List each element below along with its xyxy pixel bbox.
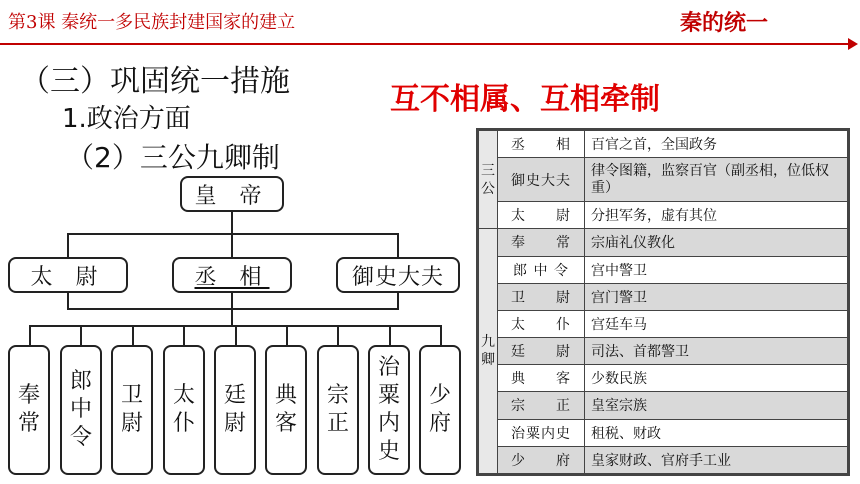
section-title: （三）巩固统一措施 <box>20 64 290 99</box>
office-name: 少 府 <box>498 446 585 473</box>
office-name: 卫 尉 <box>498 283 585 310</box>
dianke-label: 典客 <box>275 383 298 436</box>
office-duty: 少数民族 <box>585 365 848 392</box>
taipu-label: 太仆 <box>173 383 196 436</box>
lesson-title: 第3课 秦统一多民族封建国家的建立 <box>8 12 296 33</box>
group-label-text: 九卿 <box>481 334 495 369</box>
connector <box>397 233 399 257</box>
weiwei-label: 卫尉 <box>121 383 144 436</box>
langzhongling-node <box>60 345 102 475</box>
taiwei-label: 太 尉 <box>30 264 106 290</box>
arrow-right-icon <box>848 38 858 50</box>
offices-table-container <box>476 128 850 476</box>
zhisuneishi-node <box>368 345 410 475</box>
item-title: （2）三公九卿制 <box>66 141 280 174</box>
zongzheng-node <box>317 345 359 475</box>
connector <box>286 325 288 345</box>
connector <box>80 325 82 345</box>
office-name: 廷 尉 <box>498 338 585 365</box>
chengxiang-node <box>172 257 292 293</box>
fengchang-label: 奉常 <box>18 383 41 436</box>
connector <box>183 325 185 345</box>
office-duty: 皇室宗族 <box>585 392 848 419</box>
office-duty: 分担军务，虚有其位 <box>585 202 848 229</box>
zhisuneishi-label: 治粟内史 <box>378 355 401 464</box>
connector <box>67 308 399 310</box>
shaofu-label: 少府 <box>429 383 452 436</box>
shaofu-node <box>419 345 461 475</box>
connector <box>132 325 134 345</box>
office-name: 丞 相 <box>498 131 585 158</box>
table-row <box>479 158 848 202</box>
office-name: 治粟内史 <box>498 419 585 446</box>
table-row <box>479 446 848 473</box>
table-row <box>479 283 848 310</box>
connector <box>67 233 399 235</box>
emperor-node <box>180 176 284 212</box>
connector <box>231 233 233 257</box>
office-duty: 律令图籍，监察百官（副丞相，位低权重） <box>585 158 848 202</box>
connector <box>29 325 31 345</box>
chengxiang-label: 丞 相 <box>194 264 270 290</box>
group-label-sangong <box>479 131 498 229</box>
connector <box>231 293 233 309</box>
connector <box>231 308 233 326</box>
office-duty: 司法、首都警卫 <box>585 338 848 365</box>
office-duty: 租税、财政 <box>585 419 848 446</box>
office-name: 太 尉 <box>498 202 585 229</box>
table-row <box>479 229 848 256</box>
table-row <box>479 419 848 446</box>
dianke-node <box>265 345 307 475</box>
office-duty: 百官之首，全国政务 <box>585 131 848 158</box>
table-row <box>479 131 848 158</box>
connector <box>67 293 69 309</box>
table-row <box>479 310 848 337</box>
connector <box>67 233 69 257</box>
taipu-node <box>163 345 205 475</box>
tingwei-node <box>214 345 256 475</box>
office-duty: 宫中警卫 <box>585 256 848 283</box>
table-row <box>479 256 848 283</box>
langzhongling-label: 郎中令 <box>70 369 93 450</box>
highlight-text: 互不相属、互相牵制 <box>390 82 660 117</box>
table-row <box>479 338 848 365</box>
office-name: 太 仆 <box>498 310 585 337</box>
group-label-text: 三公 <box>481 162 495 197</box>
header-divider <box>0 43 852 45</box>
subsection-title: 1.政治方面 <box>62 104 191 134</box>
taiwei-node <box>8 257 128 293</box>
connector <box>337 325 339 345</box>
yushidafu-label: 御史大夫 <box>351 264 444 290</box>
office-name: 典 客 <box>498 365 585 392</box>
office-duty: 宫廷车马 <box>585 310 848 337</box>
office-duty: 宫门警卫 <box>585 283 848 310</box>
connector <box>235 325 237 345</box>
weiwei-node <box>111 345 153 475</box>
office-name: 御史大夫 <box>498 158 585 202</box>
office-name: 奉 常 <box>498 229 585 256</box>
tingwei-label: 廷尉 <box>224 383 247 436</box>
table-row <box>479 365 848 392</box>
yushidafu-node <box>336 257 460 293</box>
table-row <box>479 202 848 229</box>
connector <box>231 212 233 234</box>
fengchang-node <box>8 345 50 475</box>
offices-table <box>478 130 848 474</box>
emperor-label: 皇 帝 <box>194 183 270 209</box>
office-name: 郎 中 令 <box>498 256 585 283</box>
table-row <box>479 392 848 419</box>
connector <box>389 325 391 345</box>
office-duty: 宗庙礼仪教化 <box>585 229 848 256</box>
group-label-jiuqing <box>479 229 498 474</box>
topic-title: 秦的统一 <box>680 10 769 36</box>
office-duty: 皇家财政、官府手工业 <box>585 446 848 473</box>
connector <box>397 293 399 309</box>
office-name: 宗 正 <box>498 392 585 419</box>
zongzheng-label: 宗正 <box>327 383 350 436</box>
connector <box>440 325 442 345</box>
